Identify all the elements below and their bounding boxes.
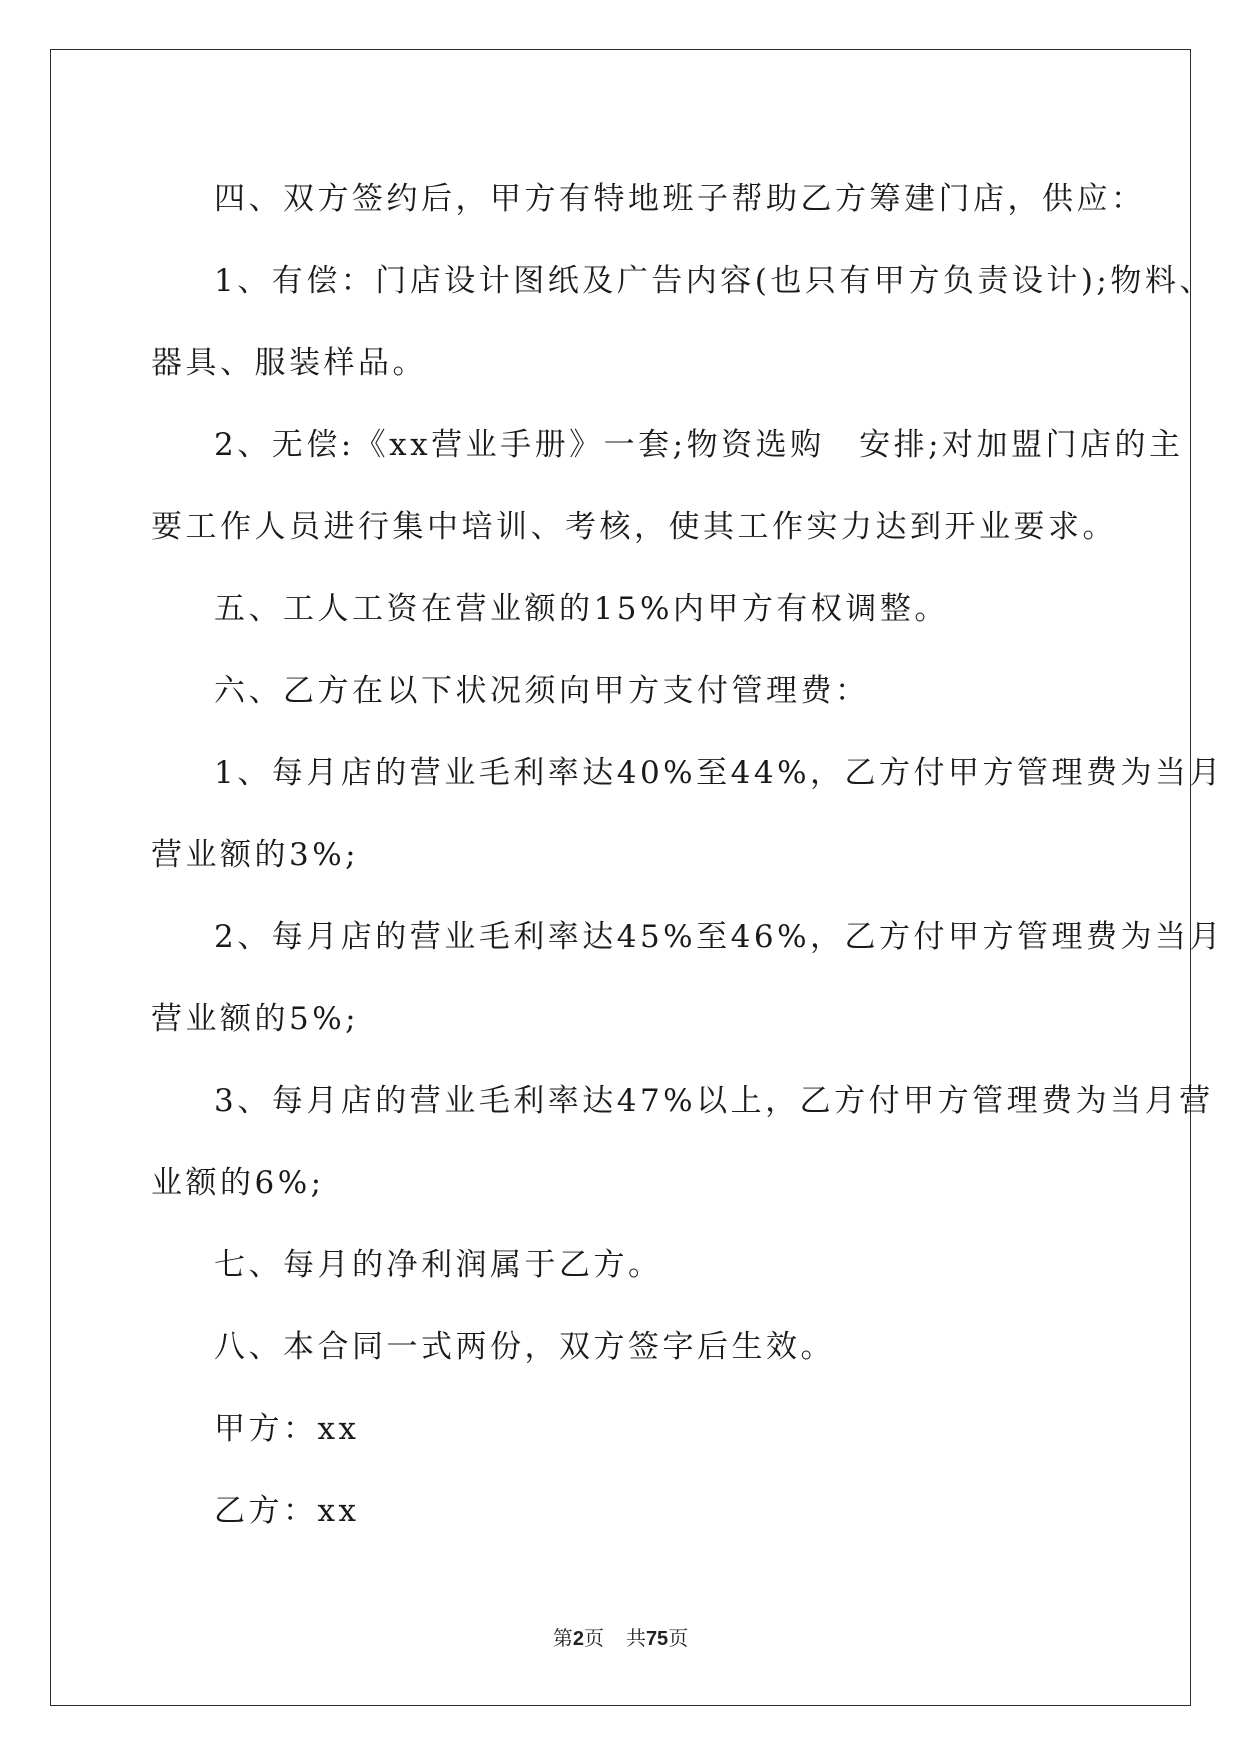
clause-4: 四、双方签约后，甲方有特地班子帮助乙方筹建门店，供应： <box>214 181 1146 217</box>
clause-6: 六、乙方在以下状况须向甲方支付管理费： <box>214 673 870 709</box>
clause-8: 八、本合同一式两份，双方签字后生效。 <box>214 1329 835 1365</box>
page-footer <box>0 1622 1241 1651</box>
total-prefix: 共 <box>625 1626 646 1650</box>
party-b-signature: 乙方：xx <box>214 1493 360 1529</box>
party-a-signature: 甲方：xx <box>214 1411 360 1447</box>
clause-6-item-1-line-2: 营业额的3%; <box>151 837 360 873</box>
page-number: 2 <box>572 1628 584 1650</box>
document-body <box>151 158 1225 1552</box>
total-pages: 75 <box>645 1628 669 1650</box>
clause-6-item-2-line-2: 营业额的5%; <box>151 1001 360 1037</box>
clause-4-item-2-line-2: 要工作人员进行集中培训、考核，使其工作实力达到开业要求。 <box>151 509 1117 545</box>
clause-4-item-1-line-2: 器具、服装样品。 <box>151 345 427 381</box>
clause-4-item-1-line-1: 1、有偿：门店设计图纸及广告内容(也只有甲方负责设计);物料、 <box>214 263 1214 299</box>
clause-6-item-3-line-1: 3、每月店的营业毛利率达47%以上，乙方付甲方管理费为当月营 <box>214 1083 1214 1119</box>
total-suffix: 页 <box>668 1626 689 1650</box>
page-suffix: 页 <box>583 1626 604 1650</box>
clause-6-item-1-line-1: 1、每月店的营业毛利率达40%至44%，乙方付甲方管理费为当月 <box>214 755 1225 791</box>
page-prefix: 第 <box>552 1626 573 1650</box>
clause-4-item-2-line-1: 2、无偿:《xx营业手册》一套;物资选购 安排;对加盟门店的主 <box>214 427 1184 463</box>
clause-6-item-3-line-2: 业额的6%; <box>151 1165 325 1201</box>
clause-7: 七、每月的净利润属于乙方。 <box>214 1247 663 1283</box>
clause-5: 五、工人工资在营业额的15%内甲方有权调整。 <box>214 591 949 627</box>
clause-6-item-2-line-1: 2、每月店的营业毛利率达45%至46%，乙方付甲方管理费为当月 <box>214 919 1225 955</box>
